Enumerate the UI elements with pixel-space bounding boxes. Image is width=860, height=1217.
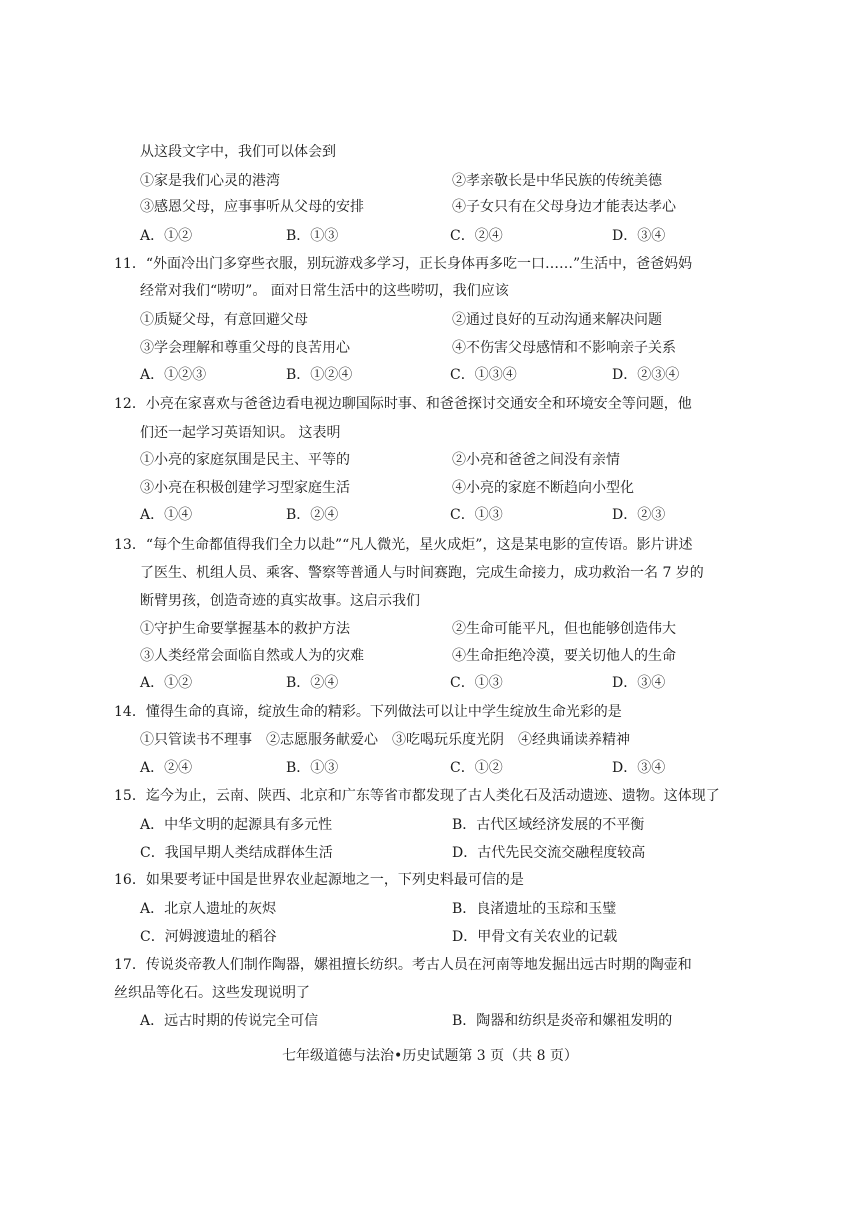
question-11-stem: 11．“外面冷出门多穿些衣服，别玩游戏多学习，正长身体再多吃一口……”生活中，爸爸妈妈: [114, 256, 693, 272]
option-c: C．①③: [450, 675, 503, 691]
option-c: C．①③④: [450, 367, 517, 383]
option-d: D．③④: [612, 760, 666, 776]
option-c: C．①②: [450, 760, 503, 776]
statement-3: ③感恩父母，应事事听从父母的安排: [140, 199, 364, 215]
question-16-stem: 16．如果要考证中国是世界农业起源地之一，下列史料最可信的是: [114, 872, 524, 888]
option-b: B．①③: [286, 760, 339, 776]
option-a: A．远古时期的传说完全可信: [140, 1013, 319, 1029]
option-a: A．中华文明的起源具有多元性: [140, 817, 333, 833]
statement-3: ③学会理解和尊重父母的良苦用心: [140, 340, 350, 356]
option-d: D．甲骨文有关农业的记载: [452, 929, 618, 945]
question-14-stem: 14．懂得生命的真谛，绽放生命的精彩。下列做法可以让中学生绽放生命光彩的是: [114, 704, 622, 720]
option-b: B．陶器和纺织是炎帝和嫘祖发明的: [452, 1013, 673, 1029]
question-13-stem-cont: 断臂男孩，创造奇迹的真实故事。这启示我们: [140, 593, 420, 609]
option-c: C．②④: [450, 228, 503, 244]
statements: ①只管读书不理事 ②志愿服务献爱心 ③吃喝玩乐度光阴 ④经典诵读养精神: [140, 732, 630, 748]
option-b: B．②④: [286, 675, 339, 691]
statement-2: ②孝亲敬长是中华民族的传统美德: [452, 173, 662, 189]
statement-4: ④小亮的家庭不断趋向小型化: [452, 480, 634, 496]
option-a: A．北京人遗址的灰烬: [140, 901, 277, 917]
statement-3: ③小亮在积极创建学习型家庭生活: [140, 480, 350, 496]
option-d: D．②③: [612, 507, 666, 523]
option-b: B．②④: [286, 507, 339, 523]
statement-2: ②小亮和爸爸之间没有亲情: [452, 452, 620, 468]
option-b: B．①②④: [286, 367, 353, 383]
question-13-stem: 13．“每个生命都值得我们全力以赴”“凡人微光，星火成炬”，这是某电影的宣传语。影片讲述: [114, 537, 693, 553]
option-a: A．①②: [140, 675, 193, 691]
question-12-stem-cont: 们还一起学习英语知识。 这表明: [140, 425, 341, 441]
statement-1: ①质疑父母，有意回避父母: [140, 312, 308, 328]
option-a: A．①②③: [140, 367, 207, 383]
statement-1: ①家是我们心灵的港湾: [140, 173, 280, 189]
option-c: C．我国早期人类结成群体生活: [140, 845, 333, 861]
option-d: D．②③④: [612, 367, 680, 383]
option-b: B．①③: [286, 228, 339, 244]
option-d: D．③④: [612, 228, 666, 244]
question-12-stem: 12．小亮在家喜欢与爸爸边看电视边聊国际时事、和爸爸探讨交通安全和环境安全等问题，他: [114, 396, 692, 412]
option-d: D．古代先民交流交融程度较高: [452, 845, 646, 861]
statement-4: ④生命拒绝冷漠，要关切他人的生命: [452, 648, 676, 664]
question-17-stem: 17．传说炎帝教人们制作陶器，嫘祖擅长纺织。考古人员在河南等地发掘出远古时期的陶壶和: [114, 957, 692, 973]
statement-4: ④不伤害父母感情和不影响亲子关系: [452, 340, 676, 356]
option-c: C．①③: [450, 507, 503, 523]
question-15-stem: 15．迄今为止，云南、陕西、北京和广东等省市都发现了古人类化石及活动遗迹、遗物。这体现了: [114, 788, 720, 804]
option-a: A．①④: [140, 507, 193, 523]
option-b: B．良渚遗址的玉琮和玉璧: [452, 901, 617, 917]
question-10-stem: 从这段文字中，我们可以体会到: [140, 144, 336, 160]
statement-2: ②通过良好的互动沟通来解决问题: [452, 312, 662, 328]
statement-1: ①守护生命要掌握基本的救护方法: [140, 621, 350, 637]
option-d: D．③④: [612, 675, 666, 691]
statement-2: ②生命可能平凡，但也能够创造伟大: [452, 621, 676, 637]
option-a: A．①②: [140, 228, 193, 244]
option-b: B．古代区域经济发展的不平衡: [452, 817, 645, 833]
question-11-stem-cont: 经常对我们“唠叨”。 面对日常生活中的这些唠叨，我们应该: [140, 283, 509, 299]
statement-1: ①小亮的家庭氛围是民主、平等的: [140, 452, 350, 468]
statement-3: ③人类经常会面临自然或人为的灾难: [140, 648, 364, 664]
question-13-stem-cont: 了医生、机组人员、乘客、警察等普通人与时间赛跑，完成生命接力，成功救治一名 7 岁的: [140, 565, 704, 581]
question-17-stem-cont: 丝织品等化石。这些发现说明了: [114, 985, 310, 1001]
statement-4: ④子女只有在父母身边才能表达孝心: [452, 199, 676, 215]
option-a: A．②④: [140, 760, 193, 776]
page-footer: 七年级道德与法治•历史试题第 3 页（共 8 页）: [282, 1048, 578, 1064]
option-c: C．河姆渡遗址的稻谷: [140, 929, 277, 945]
